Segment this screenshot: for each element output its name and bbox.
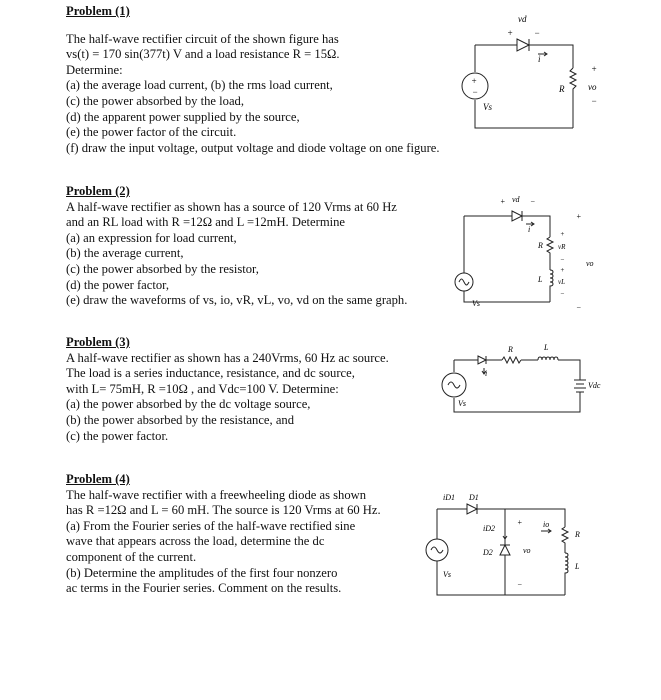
problem-2-line: (e) draw the waveforms of vs, io, vR, vL, vo, vd on the same graph. bbox=[66, 293, 408, 308]
dc-voltage-label: Vdc bbox=[588, 381, 601, 390]
diode-symbol bbox=[512, 211, 522, 221]
problem-2-title: Problem (2) bbox=[66, 184, 130, 198]
problem-1-line: (a) the average load current, (b) the rms load current, bbox=[66, 78, 333, 93]
problem-2-line: and an RL load with R =12Ω and L =12mH. Determine bbox=[66, 215, 345, 230]
resistor-symbol bbox=[562, 527, 568, 553]
source-voltage-label: Vs bbox=[472, 299, 480, 308]
minus-sign: − bbox=[560, 290, 565, 298]
problem-1-line: vs(t) = 170 sin(377t) V and a load resistance R = 15Ω. bbox=[66, 47, 340, 62]
wire bbox=[522, 216, 550, 237]
problem-4-title: Problem (4) bbox=[66, 472, 130, 486]
problem-1-line: (e) the power factor of the circuit. bbox=[66, 125, 237, 140]
problem-2-line: (d) the power factor, bbox=[66, 277, 169, 292]
problem-2-line: (a) an expression for load current, bbox=[66, 230, 237, 245]
diode1-current-label: iD1 bbox=[443, 493, 455, 502]
problem-2-line: A half-wave rectifier as shown has a source of 120 Vrms at 60 Hz bbox=[66, 199, 397, 214]
problem-1 bbox=[66, 4, 440, 156]
source-voltage-label: Vs bbox=[483, 102, 492, 112]
problem-3-line: (c) the power factor. bbox=[66, 428, 169, 443]
problem-4-line: The half-wave rectifier with a freewheeling diode as shown bbox=[66, 487, 367, 502]
wire bbox=[454, 392, 580, 412]
plus-sign: + bbox=[517, 518, 523, 527]
problem-1-line: (c) the power absorbed by the load, bbox=[66, 93, 244, 108]
inductor-symbol bbox=[565, 553, 568, 595]
plus-sign: + bbox=[560, 230, 565, 238]
diode-voltage-label: vd bbox=[518, 14, 527, 24]
problem-1-line: Determine: bbox=[66, 62, 123, 77]
resistor-voltage-label: vR bbox=[558, 243, 566, 251]
minus-sign: − bbox=[534, 28, 541, 38]
problem-4-line: (a) From the Fourier series of the half-wave rectified sine bbox=[66, 518, 356, 533]
plus-sign: + bbox=[591, 64, 598, 74]
diode-symbol bbox=[467, 504, 477, 514]
diode1-label: D1 bbox=[469, 493, 479, 502]
diode2-current-label: iD2 bbox=[483, 524, 495, 533]
inductor-label: L bbox=[538, 275, 543, 284]
wire bbox=[558, 360, 580, 380]
inductor-label: L bbox=[575, 562, 580, 571]
inductor-symbol bbox=[550, 270, 553, 302]
problem-4-line: component of the current. bbox=[66, 549, 197, 564]
wire bbox=[529, 45, 573, 68]
current-label: i bbox=[528, 225, 531, 234]
problem-1-title: Problem (1) bbox=[66, 4, 130, 18]
problem-4 bbox=[66, 472, 381, 597]
diode2-label: D2 bbox=[483, 548, 493, 557]
resistor-symbol bbox=[547, 237, 553, 270]
inductor-label: L bbox=[544, 343, 549, 352]
circuit-4-diagram bbox=[425, 487, 615, 605]
minus-sign: − bbox=[530, 197, 536, 206]
problem-2 bbox=[66, 184, 407, 309]
plus-sign: + bbox=[560, 266, 565, 274]
current-label: i bbox=[538, 54, 541, 64]
resistor-label: R bbox=[575, 530, 580, 539]
problem-3-line: (b) the power absorbed by the resistance, and bbox=[66, 412, 295, 427]
problem-1-line: (d) the apparent power supplied by the source, bbox=[66, 109, 300, 124]
output-voltage-label: vo bbox=[588, 82, 597, 92]
resistor-label: R bbox=[559, 84, 565, 94]
problem-3-line: (a) the power absorbed by the dc voltage source, bbox=[66, 397, 311, 412]
resistor-symbol bbox=[570, 68, 576, 128]
problem-4-line: wave that appears across the load, determine the dc bbox=[66, 534, 325, 549]
problem-3-line: A half-wave rectifier as shown has a 240Vrms, 60 Hz ac source. bbox=[66, 350, 389, 365]
source-voltage-label: Vs bbox=[443, 570, 451, 579]
output-current-label: io bbox=[543, 520, 550, 529]
problem-3-title: Problem (3) bbox=[66, 335, 130, 349]
plus-sign: + bbox=[576, 212, 582, 221]
wire bbox=[437, 561, 565, 595]
problem-1-line: (f) draw the input voltage, output voltage and diode voltage on one figure. bbox=[66, 140, 440, 155]
minus-sign: − bbox=[517, 580, 523, 589]
problem-2-line: (c) the power absorbed by the resistor, bbox=[66, 261, 259, 276]
diode-voltage-label: vd bbox=[512, 195, 520, 204]
source-voltage-label: Vs bbox=[458, 399, 466, 408]
circuit-2-diagram bbox=[450, 192, 610, 317]
resistor-symbol bbox=[502, 357, 521, 363]
circuit-1-diagram bbox=[455, 10, 605, 140]
inductor-symbol bbox=[538, 357, 558, 360]
circuit-3-diagram bbox=[440, 344, 620, 424]
problem-3 bbox=[66, 335, 389, 444]
diode-symbol bbox=[478, 356, 486, 364]
resistor-label: R bbox=[508, 345, 513, 354]
current-arrow bbox=[541, 529, 551, 533]
problem-4-line: ac terms in the Fourier series. Comment on the results. bbox=[66, 581, 342, 596]
output-voltage-label: vo bbox=[523, 546, 531, 555]
problem-2-line: (b) the average current, bbox=[66, 246, 184, 261]
problem-4-line: has R =12Ω and L = 60 mH. The source is 120 Vrms at 60 Hz. bbox=[66, 503, 381, 518]
problem-3-line: with L= 75mH, R =10Ω , and Vdc=100 V. Determine: bbox=[66, 381, 339, 396]
minus-sign: − bbox=[560, 256, 565, 264]
diode-symbol bbox=[517, 39, 529, 51]
dc-source-symbol bbox=[574, 380, 586, 392]
current-arrow bbox=[503, 527, 507, 539]
minus-sign: − bbox=[472, 87, 479, 97]
inductor-voltage-label: vL bbox=[558, 278, 565, 286]
problem-4-line: (b) Determine the amplitudes of the first four nonzero bbox=[66, 565, 338, 580]
problem-3-line: The load is a series inductance, resistance, and dc source, bbox=[66, 366, 355, 381]
minus-sign: − bbox=[591, 96, 598, 106]
plus-sign: + bbox=[500, 197, 506, 206]
diode-symbol bbox=[500, 545, 510, 555]
problem-1-line: The half-wave rectifier circuit of the shown figure has bbox=[66, 31, 339, 46]
plus-sign: + bbox=[471, 76, 478, 86]
resistor-label: R bbox=[538, 241, 543, 250]
current-label: i bbox=[485, 369, 488, 378]
minus-sign: − bbox=[576, 303, 582, 312]
output-voltage-label: vo bbox=[586, 259, 594, 268]
plus-sign: + bbox=[507, 28, 514, 38]
